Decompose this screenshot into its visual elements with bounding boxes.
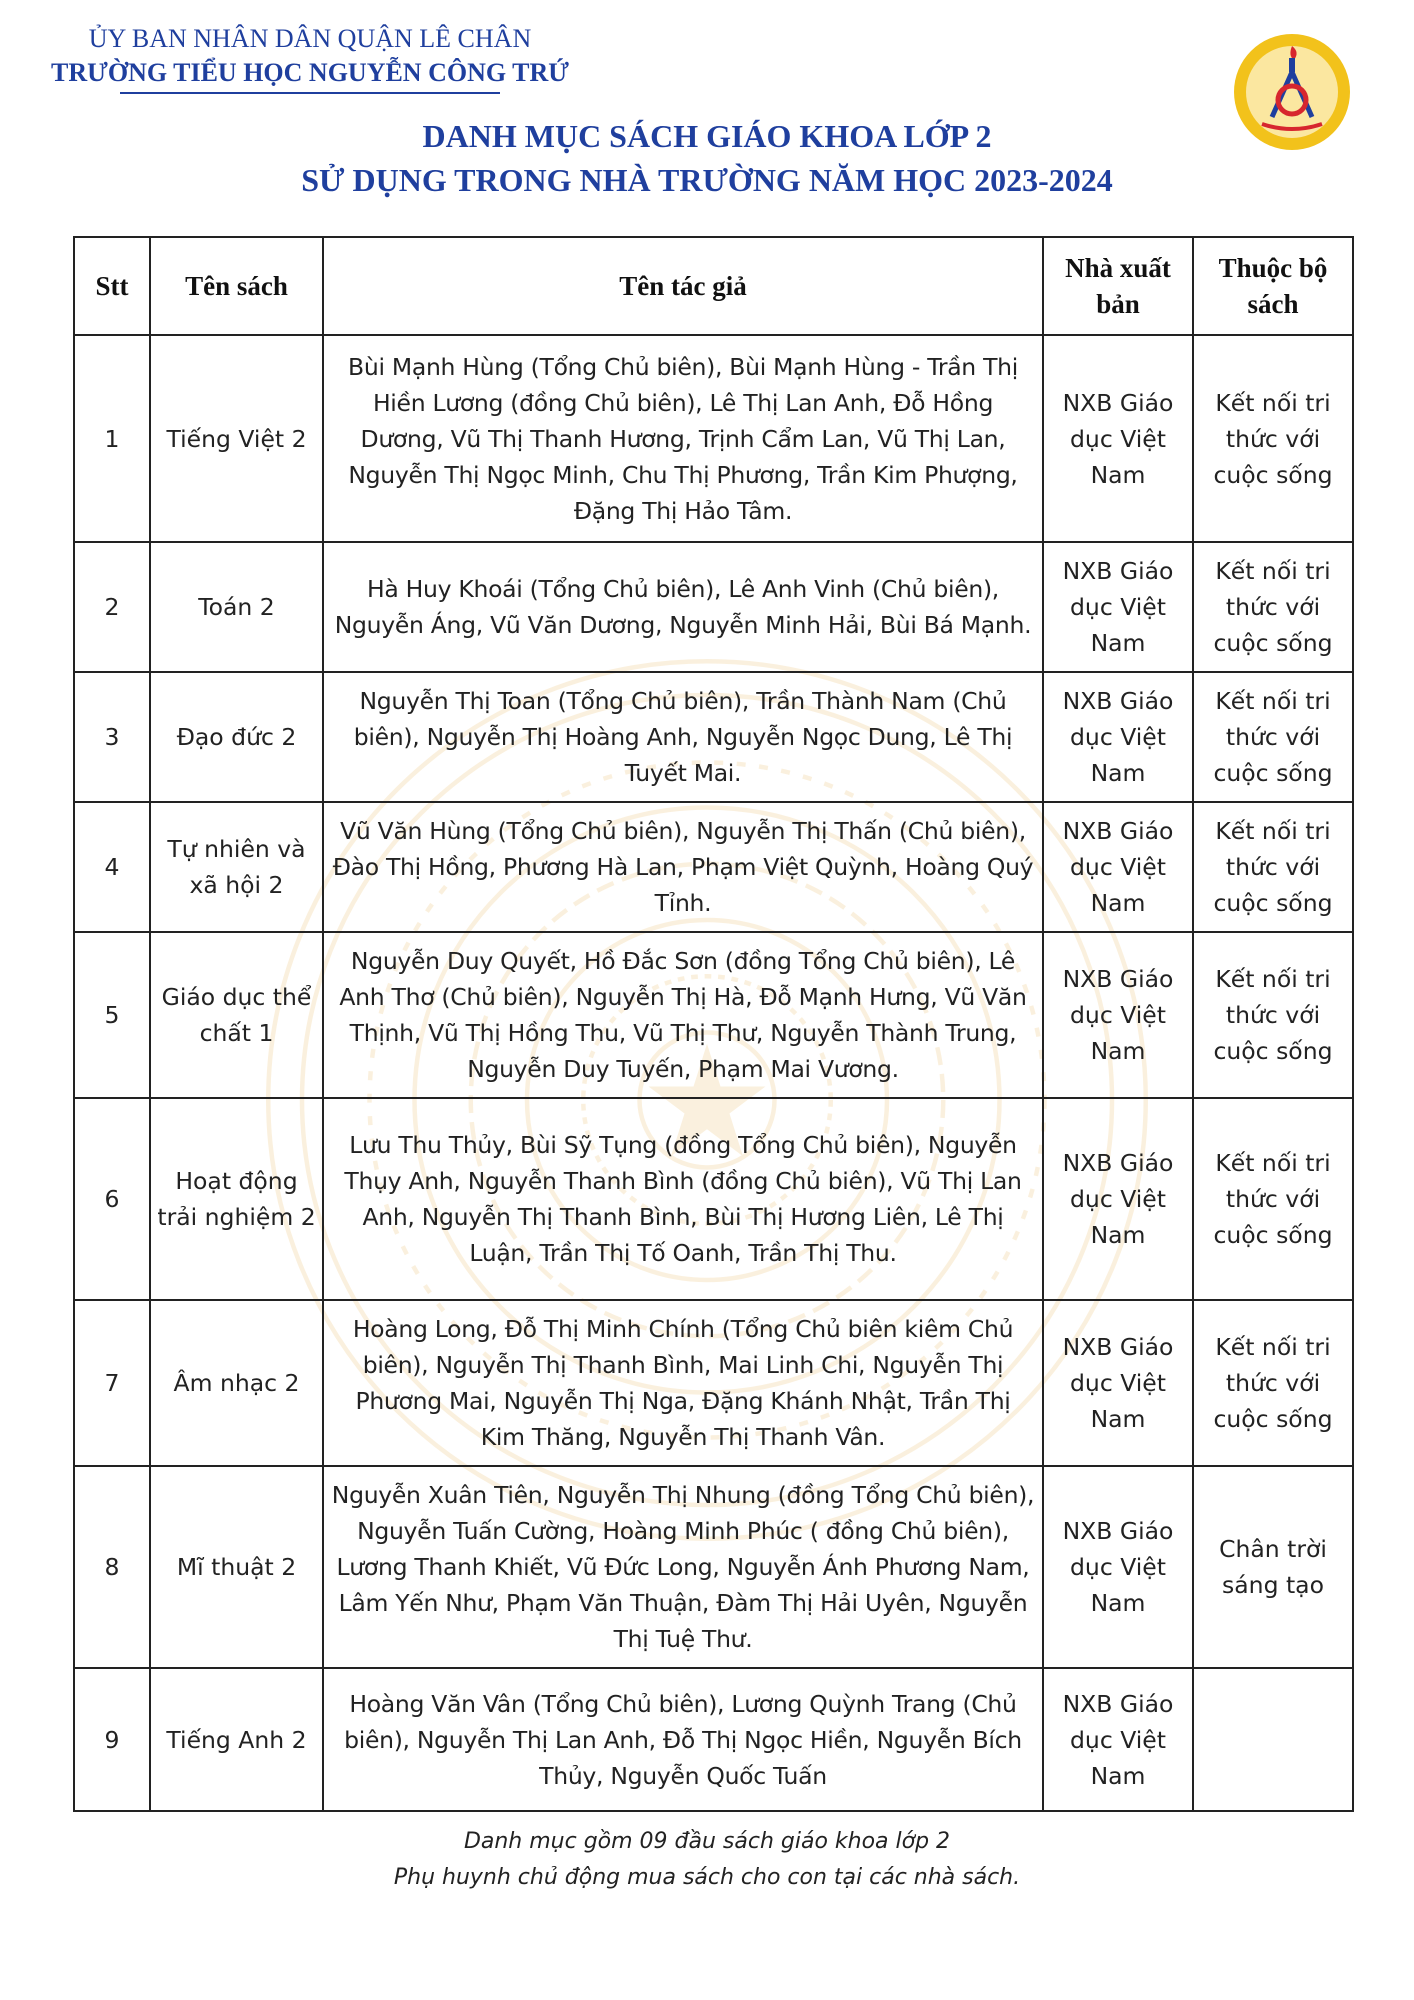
table-row — [74, 672, 1353, 802]
col-header-series: Thuộc bộ sách — [1193, 237, 1353, 335]
cell-book: Mĩ thuật 2 — [150, 1466, 323, 1668]
cell-book: Hoạt động trải nghiệm 2 — [150, 1098, 323, 1300]
cell-publisher: NXB Giáo dục Việt Nam — [1043, 335, 1193, 542]
cell-publisher: NXB Giáo dục Việt Nam — [1043, 1466, 1193, 1668]
cell-authors: Lưu Thu Thủy, Bùi Sỹ Tụng (đồng Tổng Chủ biên), Nguyễn Thụy Anh, Nguyễn Thanh Bình (đồng Chủ biên), Vũ Thị Lan Anh, Nguyễn Thị Thanh Bình, Bùi Thị Hương Liên, Lê Thị Luận, Trần Thị Tố Oanh, Trần Thị Thu. — [323, 1098, 1043, 1300]
cell-series: Kết nối tri thức với cuộc sống — [1193, 335, 1353, 542]
cell-book: Âm nhạc 2 — [150, 1300, 323, 1466]
cell-series: Kết nối tri thức với cuộc sống — [1193, 1300, 1353, 1466]
title-line-1: DANH MỤC SÁCH GIÁO KHOA LỚP 2 — [422, 118, 992, 154]
cell-book: Tự nhiên và xã hội 2 — [150, 802, 323, 932]
cell-stt: 2 — [74, 542, 150, 672]
footer-line-1: Danh mục gồm 09 đầu sách giáo khoa lớp 2 — [463, 1829, 951, 1854]
cell-publisher: NXB Giáo dục Việt Nam — [1043, 802, 1193, 932]
footer-line-2: Phụ huynh chủ động mua sách cho con tại các nhà sách. — [393, 1865, 1021, 1890]
table-header-row — [74, 237, 1353, 335]
document-title — [0, 114, 1414, 202]
cell-stt: 7 — [74, 1300, 150, 1466]
textbook-table — [73, 236, 1354, 1812]
cell-series: Kết nối tri thức với cuộc sống — [1193, 542, 1353, 672]
cell-series: Kết nối tri thức với cuộc sống — [1193, 672, 1353, 802]
table-row — [74, 1300, 1353, 1466]
table-row — [74, 1668, 1353, 1811]
cell-authors: Nguyễn Thị Toan (Tổng Chủ biên), Trần Thành Nam (Chủ biên), Nguyễn Thị Hoàng Anh, Nguyễn Ngọc Dung, Lê Thị Tuyết Mai. — [323, 672, 1043, 802]
col-header-authors: Tên tác giả — [323, 237, 1043, 335]
cell-stt: 6 — [74, 1098, 150, 1300]
table-row — [74, 802, 1353, 932]
cell-publisher: NXB Giáo dục Việt Nam — [1043, 1668, 1193, 1811]
cell-book: Tiếng Việt 2 — [150, 335, 323, 542]
cell-authors: Vũ Văn Hùng (Tổng Chủ biên), Nguyễn Thị Thấn (Chủ biên), Đào Thị Hồng, Phương Hà Lan, Phạm Việt Quỳnh, Hoàng Quý Tỉnh. — [323, 802, 1043, 932]
school-header — [50, 22, 570, 94]
title-line-2: SỬ DỤNG TRONG NHÀ TRƯỜNG NĂM HỌC 2023-2024 — [301, 162, 1113, 198]
cell-series: Chân trời sáng tạo — [1193, 1466, 1353, 1668]
col-header-stt: Stt — [74, 237, 150, 335]
cell-authors: Hà Huy Khoái (Tổng Chủ biên), Lê Anh Vinh (Chủ biên), Nguyễn Áng, Vũ Văn Dương, Nguyễn Minh Hải, Bùi Bá Mạnh. — [323, 542, 1043, 672]
cell-authors: Nguyễn Xuân Tiên, Nguyễn Thị Nhung (đồng Tổng Chủ biên), Nguyễn Tuấn Cường, Hoàng Minh Phúc ( đồng Chủ biên), Lương Thanh Khiết, Vũ Đức Long, Nguyễn Ánh Phương Nam, Lâm Yến Như, Phạm Văn Thuận, Đàm Thị Hải Uyên, Nguyễn Thị Tuệ Thư. — [323, 1466, 1043, 1668]
committee-name: ỦY BAN NHÂN DÂN QUẬN LÊ CHÂN — [88, 24, 532, 53]
cell-series — [1193, 1668, 1353, 1811]
cell-publisher: NXB Giáo dục Việt Nam — [1043, 1300, 1193, 1466]
table-row — [74, 1098, 1353, 1300]
table-row — [74, 335, 1353, 542]
cell-authors: Hoàng Long, Đỗ Thị Minh Chính (Tổng Chủ biên kiêm Chủ biên), Nguyễn Thị Thanh Bình, Mai Linh Chi, Nguyễn Thị Phương Mai, Nguyễn Thị Nga, Đặng Khánh Nhật, Trần Thị Kim Thăng, Nguyễn Thị Thanh Vân. — [323, 1300, 1043, 1466]
cell-stt: 3 — [74, 672, 150, 802]
table-row — [74, 932, 1353, 1098]
cell-authors: Bùi Mạnh Hùng (Tổng Chủ biên), Bùi Mạnh Hùng - Trần Thị Hiền Lương (đồng Chủ biên), Lê Thị Lan Anh, Đỗ Hồng Dương, Vũ Thị Thanh Hương, Trịnh Cẩm Lan, Vũ Thị Lan, Nguyễn Thị Ngọc Minh, Chu Thị Phương, Trần Kim Phượng, Đặng Thị Hảo Tâm. — [323, 335, 1043, 542]
table-row — [74, 542, 1353, 672]
school-name: TRƯỜNG TIỂU HỌC NGUYỄN CÔNG TRỨ — [51, 58, 569, 87]
footer-note — [0, 1824, 1414, 1896]
cell-book: Tiếng Anh 2 — [150, 1668, 323, 1811]
col-header-book: Tên sách — [150, 237, 323, 335]
cell-publisher: NXB Giáo dục Việt Nam — [1043, 1098, 1193, 1300]
cell-authors: Nguyễn Duy Quyết, Hồ Đắc Sơn (đồng Tổng Chủ biên), Lê Anh Thơ (Chủ biên), Nguyễn Thị Hà, Đỗ Mạnh Hưng, Vũ Văn Thịnh, Vũ Thị Hồng Thu, Vũ Thị Thư, Nguyễn Thành Trung, Nguyễn Duy Tuyến, Phạm Mai Vương. — [323, 932, 1043, 1098]
cell-authors: Hoàng Văn Vân (Tổng Chủ biên), Lương Quỳnh Trang (Chủ biên), Nguyễn Thị Lan Anh, Đỗ Thị Ngọc Hiền, Nguyễn Bích Thủy, Nguyễn Quốc Tuấn — [323, 1668, 1043, 1811]
col-header-publisher: Nhà xuất bản — [1043, 237, 1193, 335]
cell-publisher: NXB Giáo dục Việt Nam — [1043, 932, 1193, 1098]
cell-book: Giáo dục thể chất 1 — [150, 932, 323, 1098]
cell-stt: 1 — [74, 335, 150, 542]
cell-stt: 8 — [74, 1466, 150, 1668]
cell-publisher: NXB Giáo dục Việt Nam — [1043, 672, 1193, 802]
cell-book: Đạo đức 2 — [150, 672, 323, 802]
cell-series: Kết nối tri thức với cuộc sống — [1193, 802, 1353, 932]
cell-book: Toán 2 — [150, 542, 323, 672]
header-underline — [120, 92, 500, 94]
cell-series: Kết nối tri thức với cuộc sống — [1193, 932, 1353, 1098]
cell-publisher: NXB Giáo dục Việt Nam — [1043, 542, 1193, 672]
cell-stt: 9 — [74, 1668, 150, 1811]
table-row — [74, 1466, 1353, 1668]
cell-stt: 4 — [74, 802, 150, 932]
cell-series: Kết nối tri thức với cuộc sống — [1193, 1098, 1353, 1300]
cell-stt: 5 — [74, 932, 150, 1098]
